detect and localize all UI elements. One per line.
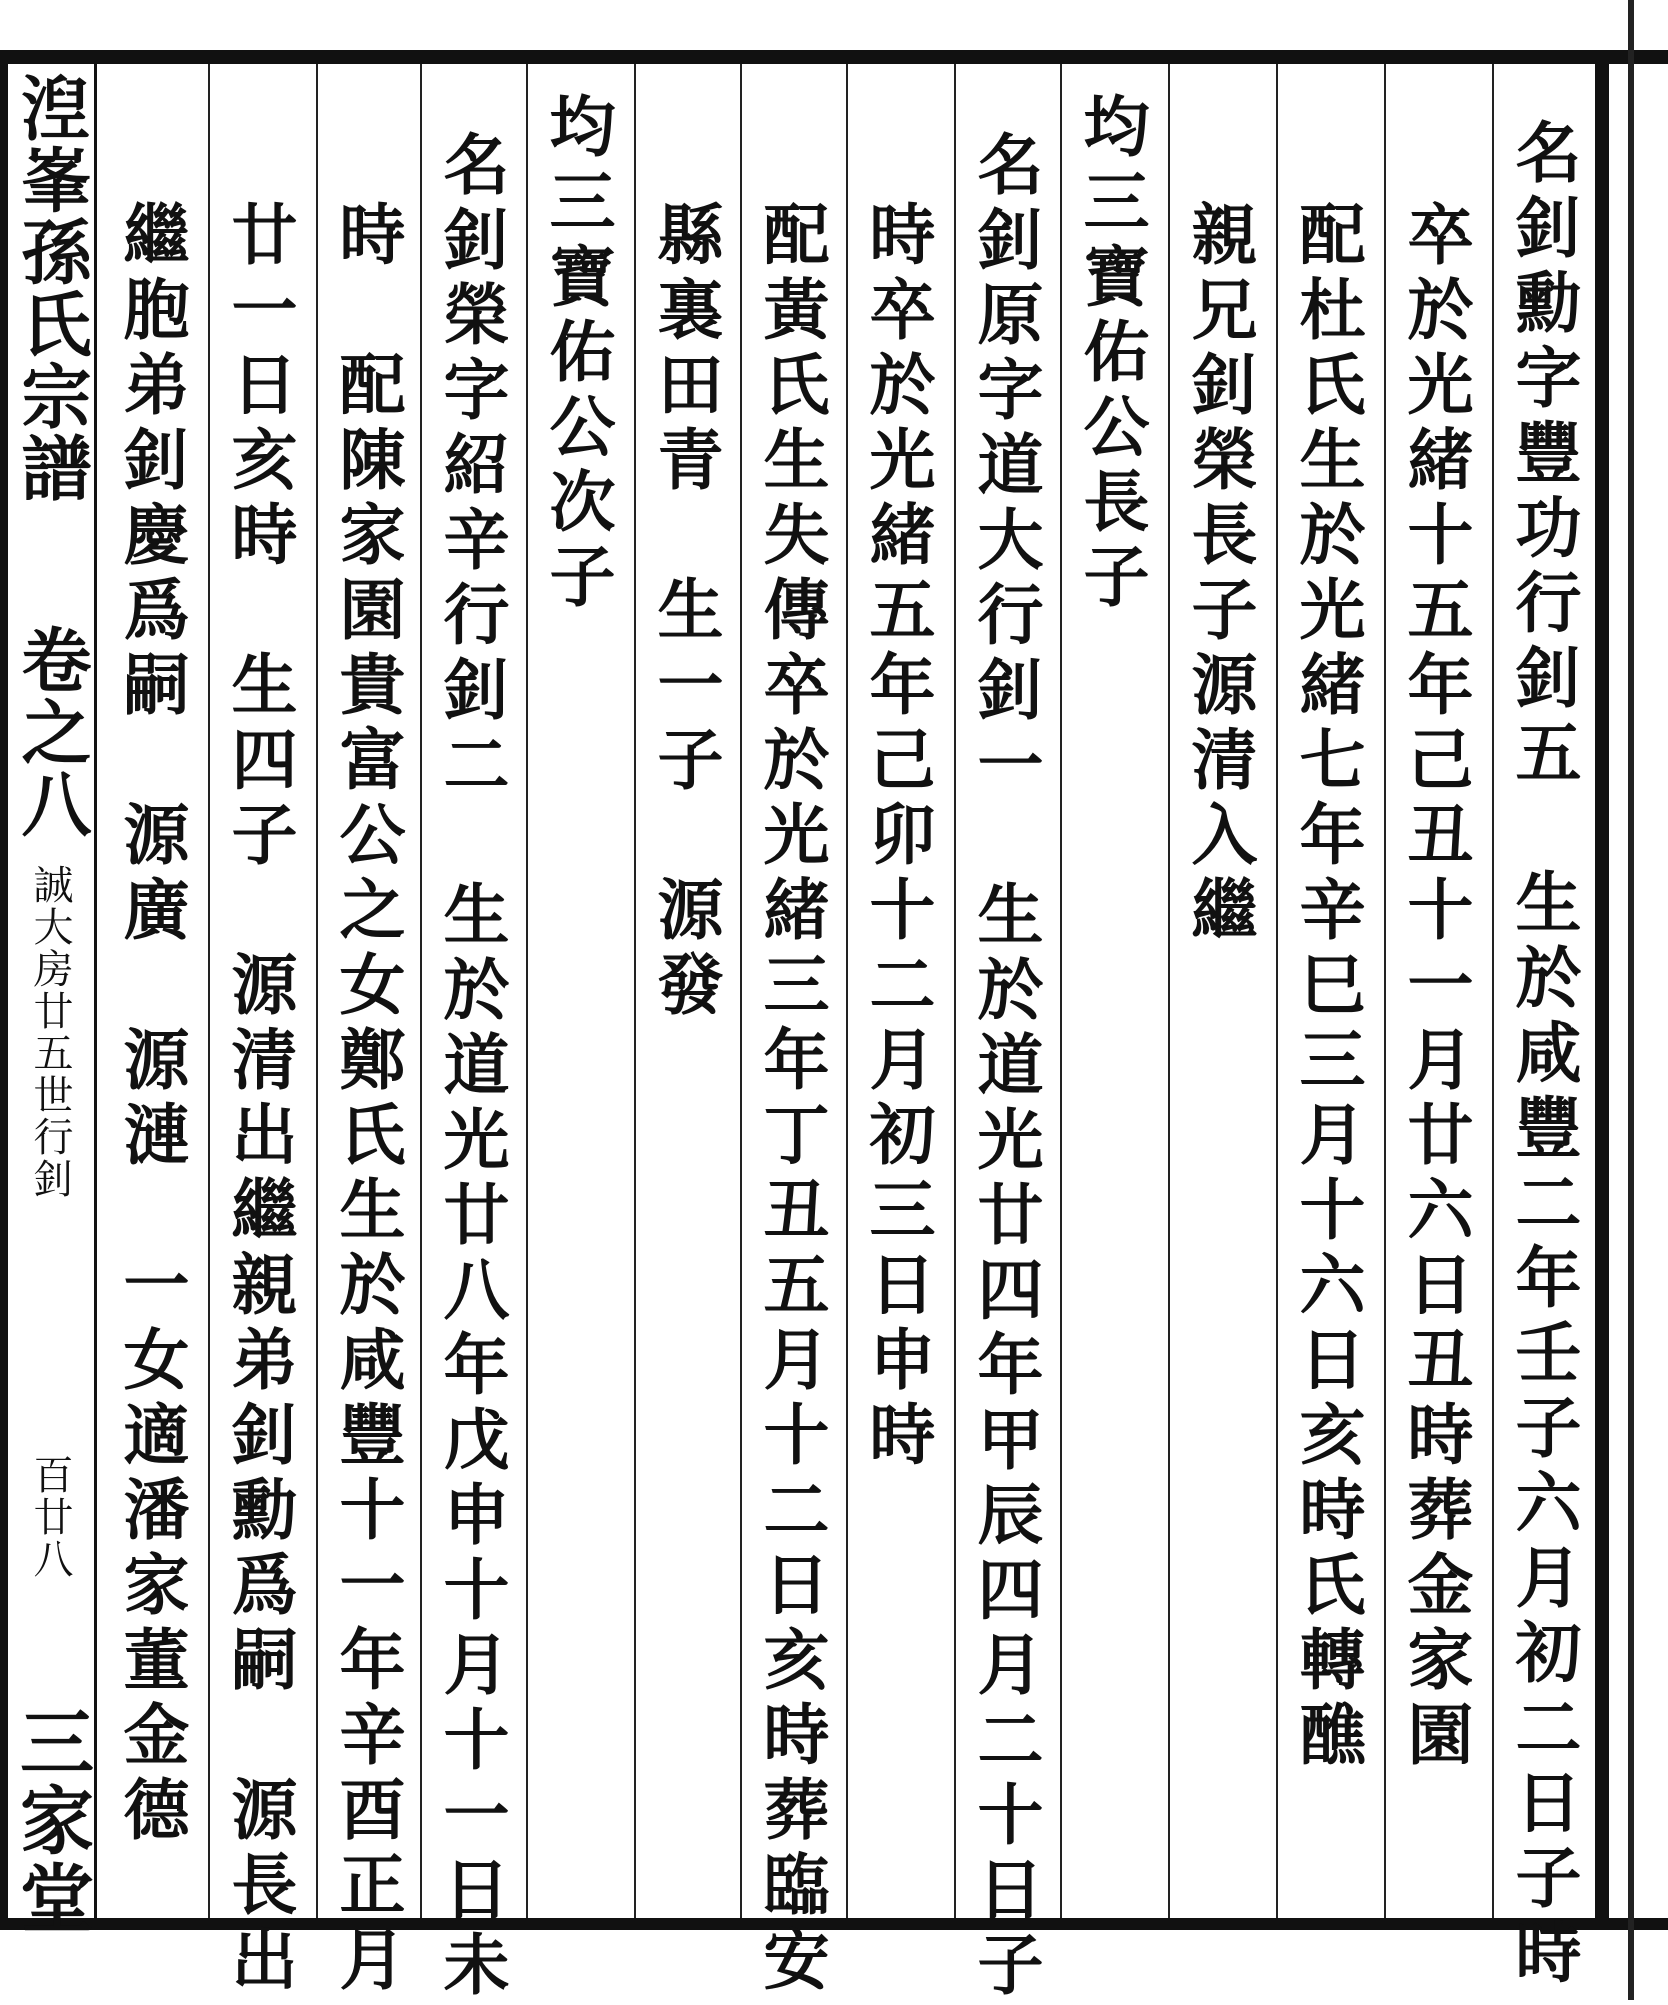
- text-column-10: 均三寶佑公次子: [538, 92, 616, 617]
- hall-name: 三家堂: [8, 1704, 94, 1938]
- column-rule: [526, 64, 528, 1918]
- page-number: 百廿八: [27, 1454, 73, 1580]
- column-rule: [420, 64, 422, 1918]
- left-border: [0, 50, 8, 1930]
- column-rule: [1492, 64, 1494, 1918]
- text-column-9: 縣裏田青 生一子 源發: [646, 200, 724, 1025]
- column-rule: [1168, 64, 1170, 1918]
- section-label: 誠大房廿五世行釗: [27, 864, 73, 1200]
- column-rule: [634, 64, 636, 1918]
- column-rule: [1060, 64, 1062, 1918]
- column-rule: [208, 64, 210, 1918]
- text-column-3: 配杜氏生於光緒七年辛巳三月十六日亥時氏轉醮: [1288, 200, 1366, 1775]
- column-rule: [740, 64, 742, 1918]
- text-column-12: 時 配陳家園貴富公之女鄭氏生於咸豐十一年辛酉正月: [328, 200, 406, 2000]
- column-rule: [954, 64, 956, 1918]
- volume-label: 卷之八: [10, 624, 93, 840]
- text-column-2: 卒於光緒十五年己丑十一月廿六日丑時葬金家園: [1396, 200, 1474, 1775]
- text-column-5: 均三寶佑公長子: [1072, 92, 1150, 617]
- column-rule: [846, 64, 848, 1918]
- right-border: [1595, 50, 1609, 1930]
- column-rule: [316, 64, 318, 1918]
- text-column-13: 廿一日亥時 生四子 源清出繼親弟釗勳爲嗣 源長出: [220, 200, 298, 2000]
- book-title: 湼峯孫氏宗譜: [10, 72, 93, 504]
- text-column-6: 名釗原字道大行釗一 生於道光廿四年甲辰四月二十日子: [966, 130, 1044, 2005]
- text-column-14: 繼胞弟釗慶爲嗣 源廣 源漣 一女適潘家董金德: [112, 200, 190, 1850]
- text-column-1: 名釗勳字豐功行釗五 生於咸豐二年壬子六月初二日子時: [1504, 118, 1582, 1993]
- text-column-8: 配黃氏生失傳卒於光緒三年丁丑五月十二日亥時葬臨安: [752, 200, 830, 2000]
- page-edge: [1628, 0, 1634, 2000]
- top-border: [0, 50, 1668, 64]
- column-rule: [1276, 64, 1278, 1918]
- text-column-11: 名釗榮字紹辛行釗二 生於道光廿八年戊申十月十一日未: [432, 130, 510, 2005]
- column-rule: [1384, 64, 1386, 1918]
- text-column-4: 親兄釗榮長子源清入繼: [1180, 200, 1258, 950]
- text-column-7: 時卒於光緒五年己卯十二月初三日申時: [858, 200, 936, 1475]
- margin-column: [8, 64, 97, 1938]
